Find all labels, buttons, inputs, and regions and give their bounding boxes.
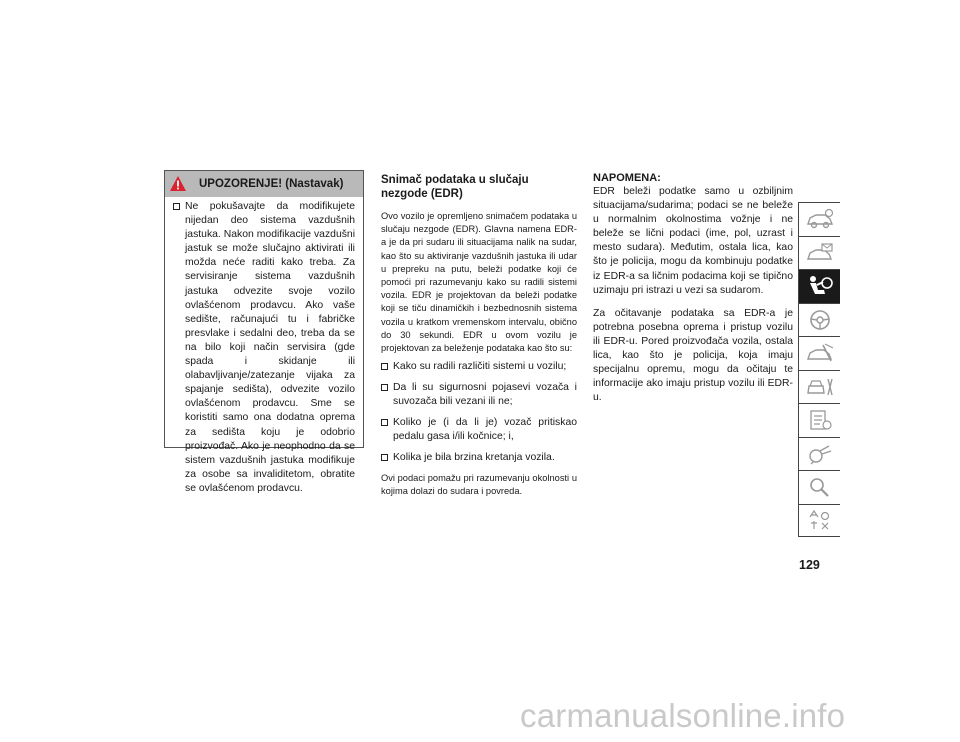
airbag-seat-icon xyxy=(805,274,835,298)
bullet-square-icon xyxy=(173,203,180,210)
edr-intro: Ovo vozilo je opremljeno snimačem podataka u slučaju nezgode (EDR). Glavna namena EDR-a je da pri sudaru ili situacijama nalik na sudar, kao što su aktiviranje vazdušnih jastuka ili udar u prepreku na putu, beleži podatke koji će pomoći pri razumevanju kako su radili sistemi vozila. EDR je projektovan da beleži podatke koji se tiču dinamičkih i bezbednosnih sistema vozila u kratkom vremenskom intervalu, obično do 30 sekundi. EDR u ovom vozilu je projektovan za beleženje podataka kao što su: xyxy=(381,211,577,354)
car-mail-icon xyxy=(805,242,835,264)
nav-tab-car-service[interactable] xyxy=(798,370,840,404)
nav-tab-spec-list[interactable] xyxy=(798,403,840,437)
multimedia-icon xyxy=(805,442,835,466)
warning-header xyxy=(165,171,363,197)
note-paragraph-1: EDR beleži podatke samo u ozbiljnim situacijama/sudarima; podaci se ne beleže u normalnim okolnostima vožnje i ne beleže se lični podaci (ime, pol, uzrast i mesto sudara). Međutim, ostala lica, kao što je policija, mogu da kombinuju podatke iz EDR-a sa ličnim podacima koji se tipično uzimaju pri istrazi u vezi sa sudarom. xyxy=(593,186,793,296)
edr-list xyxy=(381,360,577,465)
nav-tab-search-index[interactable] xyxy=(798,470,840,504)
search-index-icon xyxy=(805,475,835,499)
nav-tab-steering-wheel[interactable] xyxy=(798,303,840,337)
nav-tab-car-info[interactable] xyxy=(798,202,840,236)
steering-wheel-icon xyxy=(805,308,835,332)
spec-list-icon xyxy=(805,408,835,432)
warning-title: UPOZORENJE! (Nastavak) xyxy=(199,178,344,190)
list-item: Kolika je bila brzina kretanja vozila. xyxy=(381,451,577,465)
list-item: Kako su radili različiti sistemi u vozilu; xyxy=(381,360,577,374)
nav-tab-car-emergency[interactable] xyxy=(798,336,840,370)
watermark: carmanualsonline.info xyxy=(520,697,846,734)
languages-icon xyxy=(805,508,835,532)
car-service-icon xyxy=(805,376,835,398)
nav-tab-multimedia[interactable] xyxy=(798,437,840,471)
nav-tab-languages[interactable] xyxy=(798,504,840,538)
warning-triangle-icon xyxy=(169,175,187,192)
note-title: NAPOMENA: xyxy=(593,172,661,184)
warning-box xyxy=(164,170,364,494)
bullet-square-icon xyxy=(381,419,388,426)
edr-outro: Ovi podaci pomažu pri razumevanju okolnosti u kojima dolazi do sudara i povreda. xyxy=(381,473,577,497)
note-section xyxy=(593,172,793,414)
bullet-square-icon xyxy=(381,363,388,370)
bullet-square-icon xyxy=(381,384,388,391)
chapter-nav xyxy=(798,202,840,537)
nav-tab-car-mail[interactable] xyxy=(798,236,840,270)
note-paragraph-2: Za očitavanje podataka sa EDR-a je potrebna posebna oprema i pristup vozilu ili EDR-u. Pored proizvođača vozila, ostala lica, kao što je policija, koja imaju specijalnu opremu, mogu da očitaju te informacije ako imaju pristup vozilu ili EDR-u. xyxy=(593,307,793,404)
page-number: 129 xyxy=(799,558,820,572)
warning-text: Ne pokušavajte da modifikujete nijedan deo sistema vazdušnih jastuka. Nakon modifikacije vazdušni jastuk se može slučajno aktivirati ili možda neće raditi kako treba. Za servisiranje sistema vazdušnih jastuka odvezite svoje vozilo ovlašćenom prodavcu. Ako vaše sedište, računajući tu i fabričke presvlake i sedalni deo, treba da se na bilo koji način servisira (gde spada i skidanje ili olabavljivanje/zatezanje vijaka za spajanje sedišta), odvezite vozilo ovlašćenom prodavcu. Sme se koristiti samo ona dodatna oprema za sedišta koju je odobrio proizvođač. Ako je neophodno da se sistem vazdušnih jastuka modifikuje za osobe sa invaliditetom, obratite se ovlašćenom prodavcu. xyxy=(185,201,355,494)
car-emergency-icon xyxy=(805,342,835,364)
list-item: Da li su sigurnosni pojasevi vozača i suvozača bili vezani ili ne; xyxy=(381,381,577,409)
car-info-icon xyxy=(805,208,835,230)
list-item: Koliko je (i da li je) vozač pritiskao pedalu gasa i/ili kočnice; i, xyxy=(381,416,577,444)
warning-bullet xyxy=(173,200,355,496)
bullet-square-icon xyxy=(381,454,388,461)
edr-heading: Snimač podataka u slučaju nezgode (EDR) xyxy=(381,174,529,200)
nav-tab-airbag-seat[interactable] xyxy=(798,269,840,303)
edr-section xyxy=(381,173,577,499)
